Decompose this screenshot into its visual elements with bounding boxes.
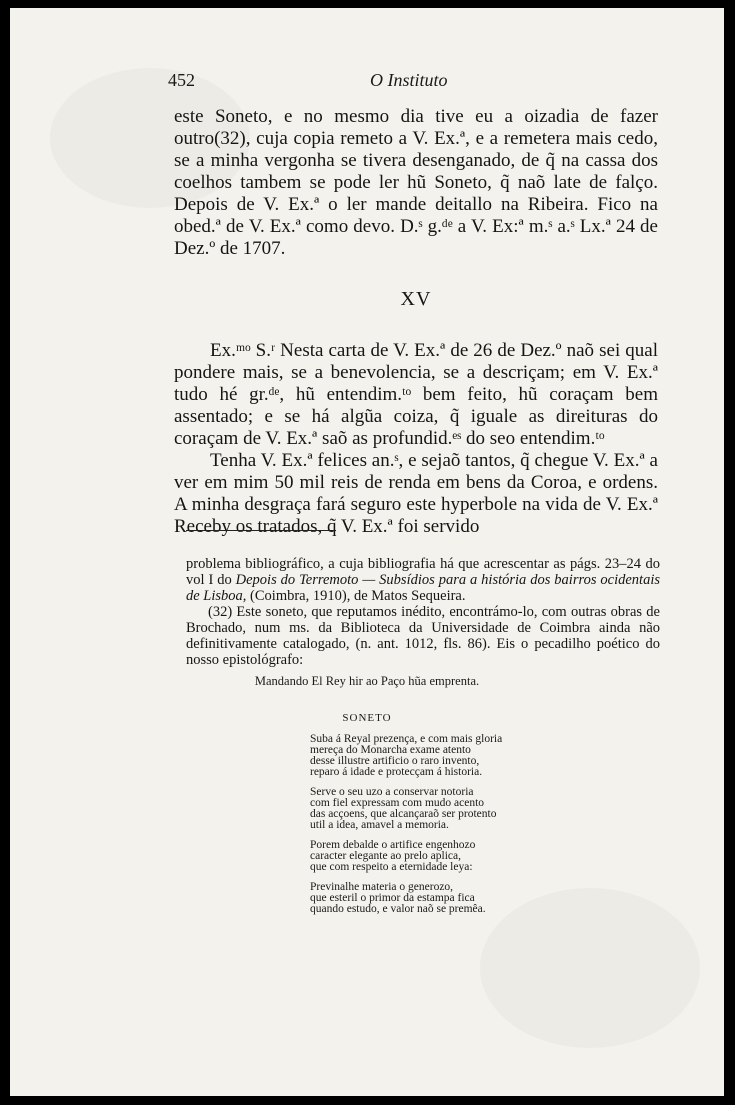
- poem-title: SONETO: [342, 712, 392, 724]
- stanza: [310, 787, 570, 831]
- verse: caracter elegante ao prelo aplica,: [310, 850, 461, 862]
- verse: util a idea, amavel a memoria.: [310, 819, 449, 831]
- verse: mereça do Monarcha exame atento: [310, 744, 471, 756]
- footnote-rule: [186, 530, 336, 531]
- letter-paragraph: Ex.ᵐᵒ S.ʳ Nesta carta de V. Ex.ª de 26 de Dez.º naõ sei qual pondere mais, se a benevolencia, se a descriçam; em V. Ex.ª tudo hé gr.ᵈᵉ, hũ entendim.ᵗᵒ bem feito, hũ coraçam bem assentado; e se há algũa coiza, q̃ iguale as direituras do coraçam de V. Ex.ª saõ as profundid.ᵉˢ do seo entendim.ᵗᵒ: [174, 340, 658, 449]
- footnote-book-title: Depois do Terremoto — Subsídios para a história dos bairros ocidentais de Lisboa,: [186, 572, 660, 604]
- running-header: [10, 70, 724, 94]
- verse: desse illustre artificio o raro invento,: [310, 755, 480, 767]
- stanza: [310, 840, 570, 873]
- footnotes: [186, 556, 660, 668]
- poem-caption: Mandando El Rey hir ao Paço hũa emprenta.: [254, 674, 480, 688]
- letter-paragraph: Tenha V. Ex.ª felices an.ˢ, e sejaõ tantos, q̃ chegue V. Ex.ª a ver em mim 50 mil reis de renda em bens da Coroa, e ordens. A minha desgraça fará seguro este hyperbole na vida de V. Ex.ª Receby os tratados, q̃ V. Ex.ª foi servido: [174, 450, 658, 537]
- footnote-continuation: [186, 556, 660, 604]
- footnote-text: (Coimbra, 1910), de Matos Sequeira.: [246, 588, 466, 604]
- verse: Serve o seu uzo a conservar notoria: [310, 786, 474, 798]
- verse: Suba á Reyal prezença, e com mais gloria: [310, 733, 503, 745]
- main-text: [174, 106, 658, 538]
- footnote-text: problema bibliográfico, a cuja bibliografia há que acrescentar as págs. 23–24 do vol I do: [186, 556, 660, 588]
- verse: com fiel expressam com mudo acento: [310, 797, 485, 809]
- stanza: [310, 734, 570, 778]
- stanza: [310, 882, 570, 915]
- footnote-32: (32) Este soneto, que reputamos inédito, encontrámo-lo, com outras obras de Brochado, num ms. da Biblioteca da Universidade de Coimbra ainda não definitivamente catalogado, (n. ant. 1012, fls. 86). Eis o pecadilho poético do nosso epistológrafo:: [186, 604, 660, 668]
- verse: que com respeito a eternidade leya:: [310, 861, 473, 873]
- verse: reparo á idade e protecçam á historia.: [310, 766, 483, 778]
- section-heading: XV: [400, 288, 432, 310]
- running-title: O Instituto: [370, 70, 448, 90]
- verse: quando estudo, e valor naõ se premêa.: [310, 903, 486, 915]
- sonnet: [310, 734, 570, 924]
- page-number: 452: [168, 70, 195, 90]
- verse: das acçoens, que alcançaraõ ser protento: [310, 808, 497, 820]
- letter-continuation: este Soneto, e no mesmo dia tive eu a oizadia de fazer outro(32), cuja copia remeto a V. Ex.ª, e a remetera mais cedo, se a minha vergonha se tivera desenganado, de q̃ na cassa dos coelhos tambem se pode ler hũ Soneto, q̃ naõ late de falço. Depois de V. Ex.ª o ler mande deitallo na Ribeira. Fico na obed.ª de V. Ex.ª como devo. D.ˢ g.ᵈᵉ a V. Ex:ª m.ˢ a.ˢ Lx.ª 24 de Dez.º de 1707.: [174, 106, 658, 259]
- verse: Previnalhe materia o generozo,: [310, 881, 454, 893]
- verse: que esteril o primor da estampa fica: [310, 892, 475, 904]
- book-page: [10, 8, 724, 1096]
- verse: Porem debalde o artifice engenhozo: [310, 839, 476, 851]
